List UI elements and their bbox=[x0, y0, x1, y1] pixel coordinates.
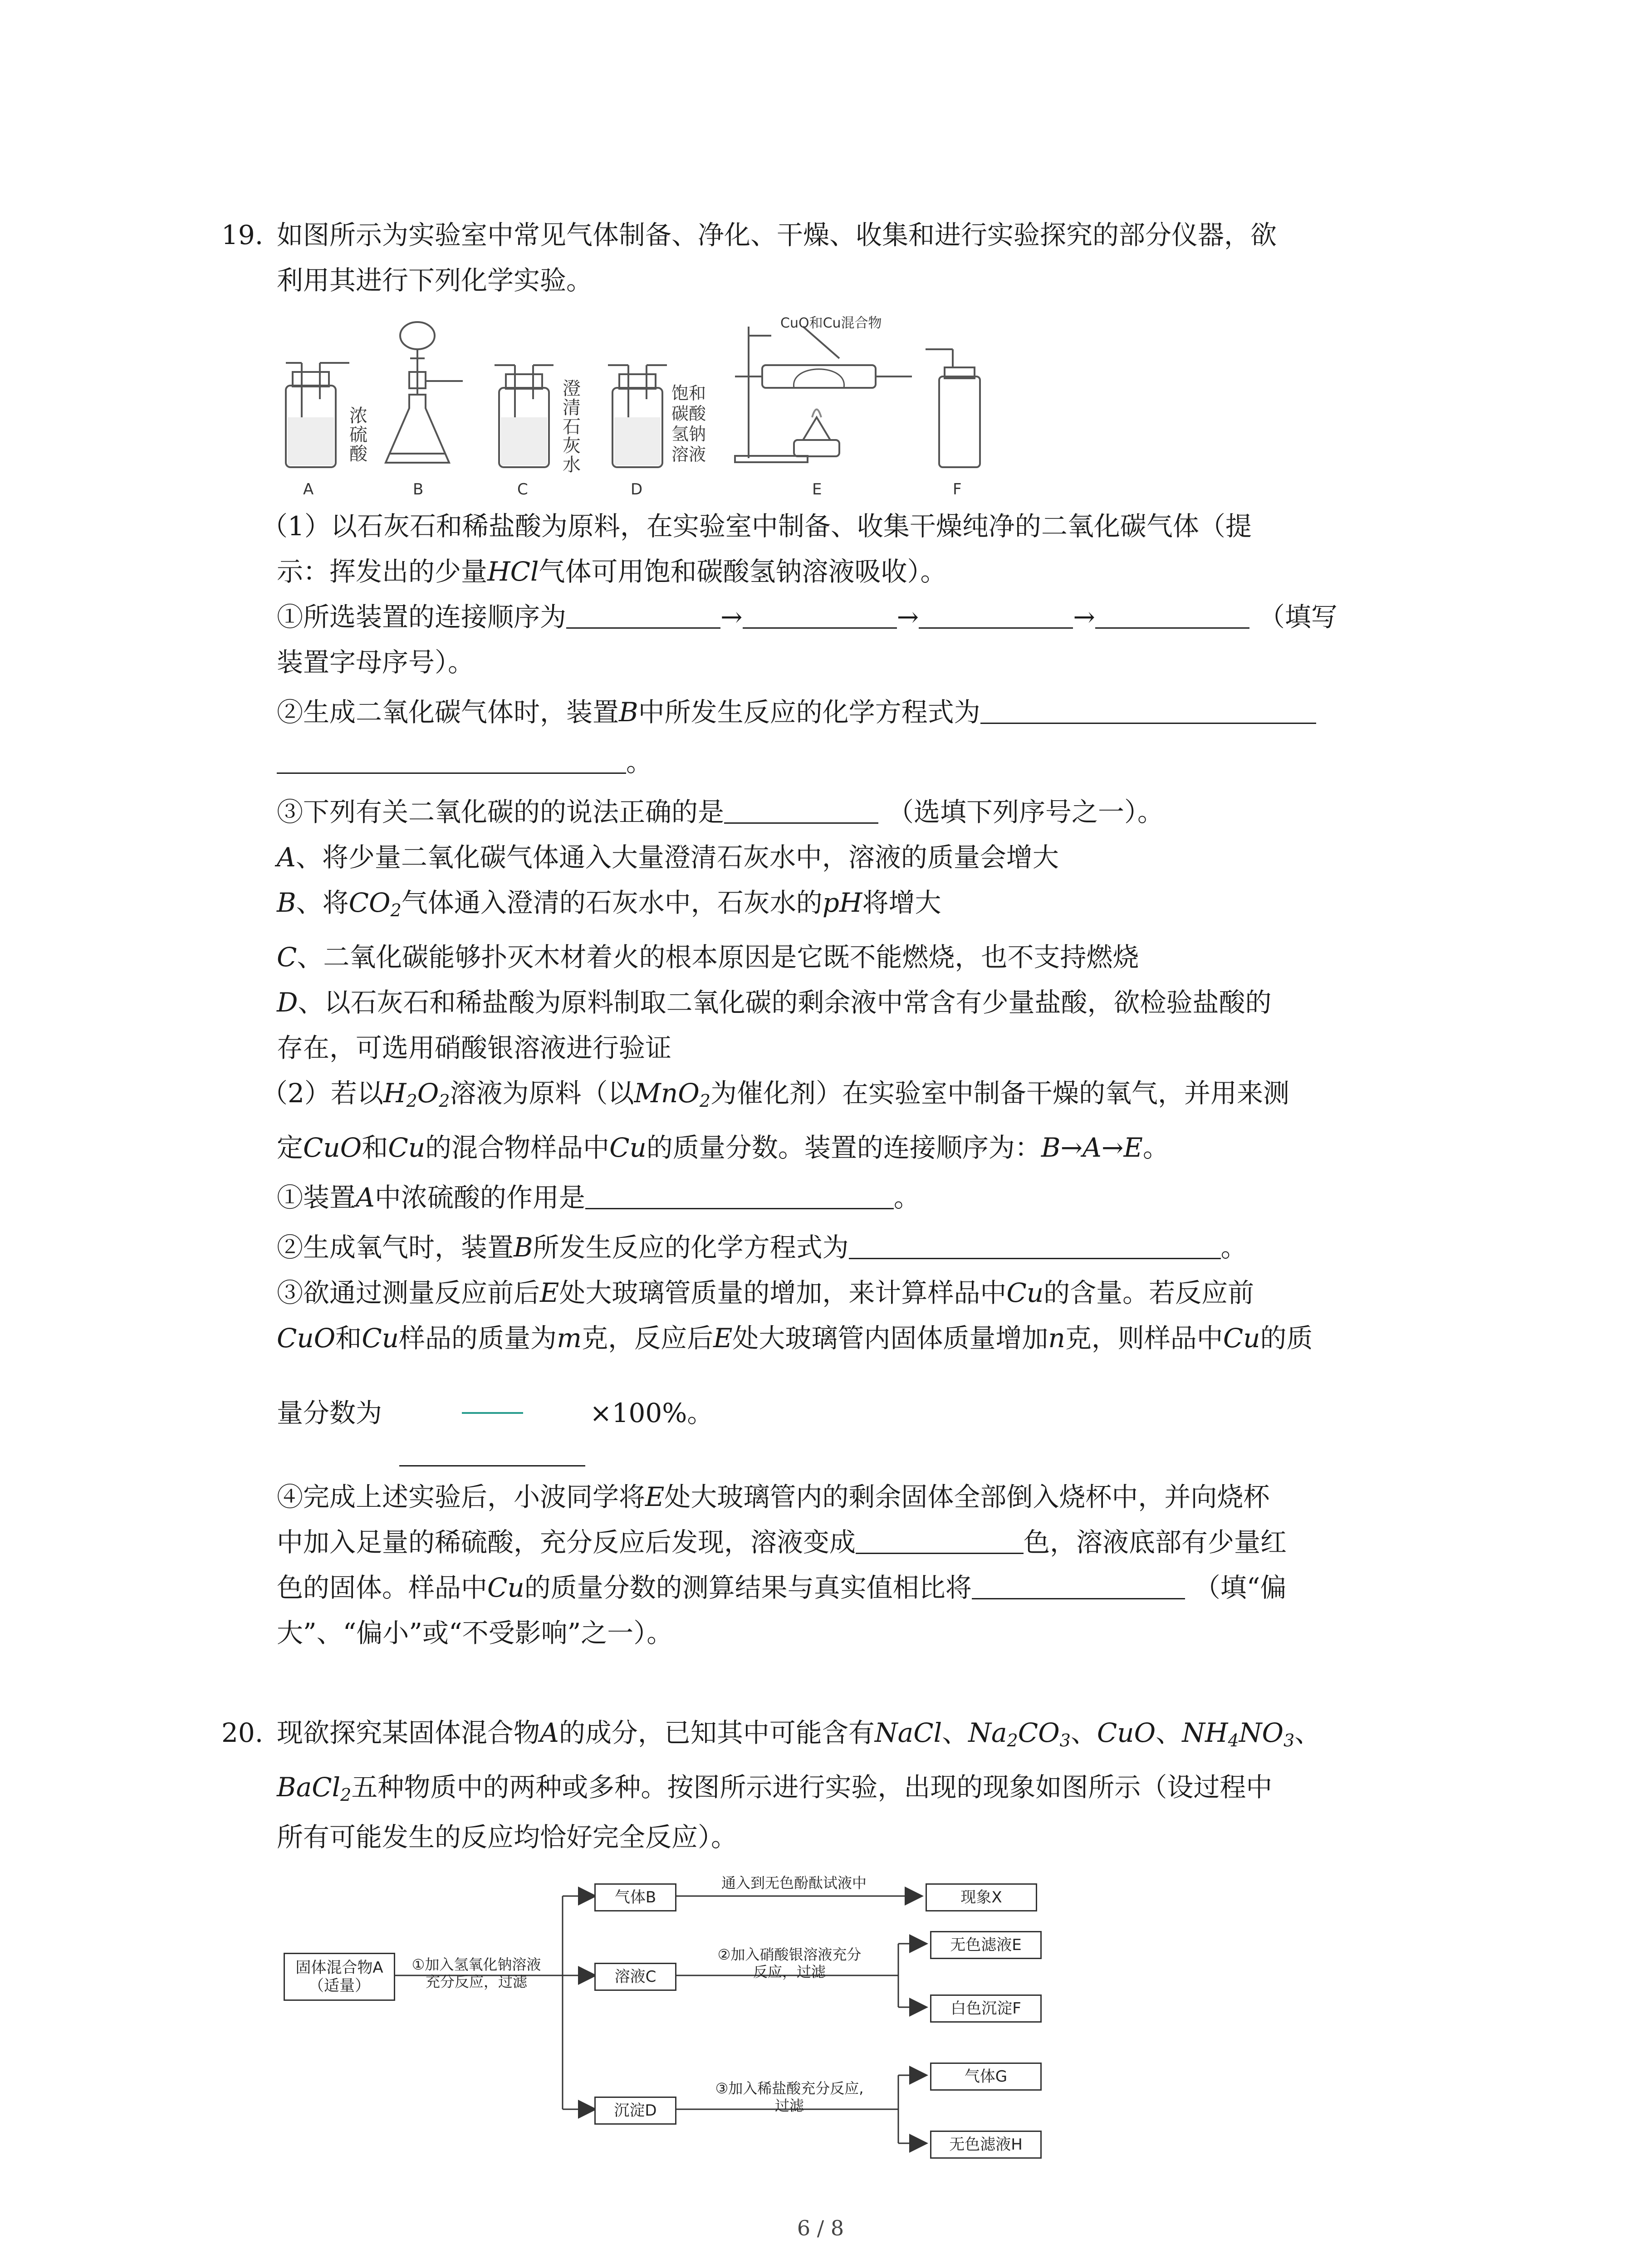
step2-label: ②加入硝酸银溶液充分 反应，过滤 bbox=[717, 1946, 862, 1980]
q19-2-3-line3: 量分数为 bbox=[277, 1398, 382, 1428]
q19-option-D-line2: 存在，可选用硝酸银溶液进行验证 bbox=[277, 1032, 672, 1063]
q19-2-2: ②生成氧气时，装置B所发生反应的化学方程式为 。 bbox=[277, 1232, 1247, 1263]
step3-label: ③加入稀盐酸充分反应, 过滤 bbox=[715, 2080, 864, 2114]
letter-E: E bbox=[812, 480, 822, 499]
label-A-2: 硫 bbox=[349, 425, 367, 445]
q20-stem-line3: 所有可能发生的反应均恰好完全反应）。 bbox=[277, 1822, 738, 1853]
label-C-5: 水 bbox=[563, 455, 581, 475]
q19-1-2-line2: 。 bbox=[277, 744, 652, 780]
box-filtrate-H: 无色滤液H bbox=[930, 2131, 1042, 2159]
label-D-3: 氢钠 bbox=[671, 424, 706, 444]
box-precipitate-D: 沉淀D bbox=[594, 2097, 676, 2125]
q19-2-3-line2: CuO和Cu样品的质量为m克，反应后E处大玻璃管内固体质量增加n克，则样品中Cu的质 bbox=[277, 1323, 1313, 1354]
question-20-number: 20. bbox=[221, 1717, 264, 1748]
q19-2-4-line2: 中加入足量的稀硫酸，充分反应后发现，溶液变成 色，溶液底部有少量红 bbox=[277, 1527, 1287, 1558]
to-phenolphthalein-label: 通入到无色酚酞试液中 bbox=[721, 1874, 867, 1892]
box-phenomenon-X: 现象X bbox=[926, 1883, 1037, 1911]
box-gas-G: 气体G bbox=[930, 2063, 1042, 2091]
label-D-1: 饱和 bbox=[671, 383, 706, 403]
q19-2-1: ①装置A中浓硫酸的作用是 。 bbox=[277, 1182, 920, 1213]
box-solution-C: 溶液C bbox=[594, 1963, 676, 1991]
box-filtrate-E: 无色滤液E bbox=[930, 1931, 1042, 1959]
q19-option-D-line1: D、以石灰石和稀盐酸为原料制取二氧化碳的剩余液中常含有少量盐酸，欲检验盐酸的 bbox=[277, 987, 1272, 1018]
q19-stem-line2: 利用其进行下列化学实验。 bbox=[277, 265, 593, 296]
label-C-3: 石 bbox=[563, 416, 581, 437]
step1-label: ①加入氢氧化钠溶液 充分反应，过滤 bbox=[411, 1956, 541, 1990]
label-A-3: 酸 bbox=[349, 444, 367, 464]
q19-option-C: C、二氧化碳能够扑灭木材着火的根本原因是它既不能燃烧，也不支持燃烧 bbox=[277, 942, 1139, 973]
question-19-number: 19. bbox=[221, 220, 264, 250]
q19-2-4-line3: 色的固体。样品中Cu的质量分数的测算结果与真实值相比将 （填“偏 bbox=[277, 1572, 1287, 1603]
q19-1-1-line2: 装置字母序号）。 bbox=[277, 647, 475, 678]
label-E-mixture: CuO和Cu混合物 bbox=[780, 315, 882, 331]
box-solid-mixture-A: 固体混合物A （适量） bbox=[284, 1953, 395, 2001]
label-A-1: 浓 bbox=[349, 406, 367, 426]
label-C-1: 澄 bbox=[563, 378, 581, 399]
q19-1-1-line1: ①所选装置的连接顺序为 → → → （填写 bbox=[277, 601, 1337, 632]
box-gas-B: 气体B bbox=[594, 1883, 676, 1911]
percent-text: ×100%。 bbox=[590, 1398, 714, 1428]
letter-C: C bbox=[517, 480, 528, 499]
q20-stem-line2: BaCl$_2$五种物质中的两种或多种。按图所示进行实验，出现的现象如图所示（设过程中 bbox=[277, 1772, 1273, 1805]
q19-2-4-line4: 大”、“偏小”或“不受影响”之一）。 bbox=[277, 1618, 673, 1648]
q19-part2-line2: 定CuO和Cu的混合物样品中Cu的质量分数。装置的连接顺序为：B→A→E。 bbox=[277, 1132, 1169, 1163]
q19-part1-line1: （1）以石灰石和稀盐酸为原料，在实验室中制备、收集干燥纯净的二氧化碳气体（提 bbox=[261, 511, 1252, 542]
q19-option-B: B、将$CO_2$气体通入澄清的石灰水中，石灰水的pH将增大 bbox=[277, 887, 941, 920]
letter-B: B bbox=[413, 480, 424, 499]
q19-option-A: A、将少量二氧化碳气体通入大量澄清石灰水中，溶液的质量会增大 bbox=[277, 842, 1059, 873]
label-D-4: 溶液 bbox=[671, 445, 706, 464]
q20-stem-line1: 现欲探究某固体混合物A的成分，已知其中可能含有NaCl、$Na_2CO_3$、CuO、$NH_4NO_3$、 bbox=[277, 1717, 1321, 1750]
q19-part1-line2: 示：挥发出的少量HCl气体可用饱和碳酸氢钠溶液吸收）。 bbox=[277, 556, 947, 587]
q19-1-3: ③下列有关二氧化碳的的说法正确的是 （选填下列序号之一）。 bbox=[277, 797, 1164, 827]
letter-D: D bbox=[631, 480, 643, 499]
letter-F: F bbox=[953, 480, 962, 499]
page-number: 6 / 8 bbox=[797, 2216, 844, 2240]
label-D-2: 碳酸 bbox=[671, 404, 706, 424]
q19-1-2-line1: ②生成二氧化碳气体时，装置B中所发生反应的化学方程式为 bbox=[277, 694, 1316, 730]
box-precipitate-F: 白色沉淀F bbox=[930, 1994, 1042, 2023]
q19-2-4-line1: ④完成上述实验后，小波同学将E处大玻璃管内的剩余固体全部倒入烧杯中，并向烧杯 bbox=[277, 1481, 1270, 1512]
q19-2-3-line1: ③欲通过测量反应前后E处大玻璃管质量的增加，来计算样品中Cu的含量。若反应前 bbox=[277, 1277, 1254, 1308]
label-C-2: 清 bbox=[563, 397, 581, 418]
q19-stem-line1: 如图所示为实验室中常见气体制备、净化、干燥、收集和进行实验探究的部分仪器，欲 bbox=[277, 220, 1277, 250]
letter-A: A bbox=[303, 480, 314, 499]
label-C-4: 灰 bbox=[563, 435, 581, 456]
q19-part2-line1: （2）若以$H_2O_2$溶液为原料（以MnO$_2$为催化剂）在实验室中制备干燥的氧气，并用来测 bbox=[261, 1078, 1289, 1111]
